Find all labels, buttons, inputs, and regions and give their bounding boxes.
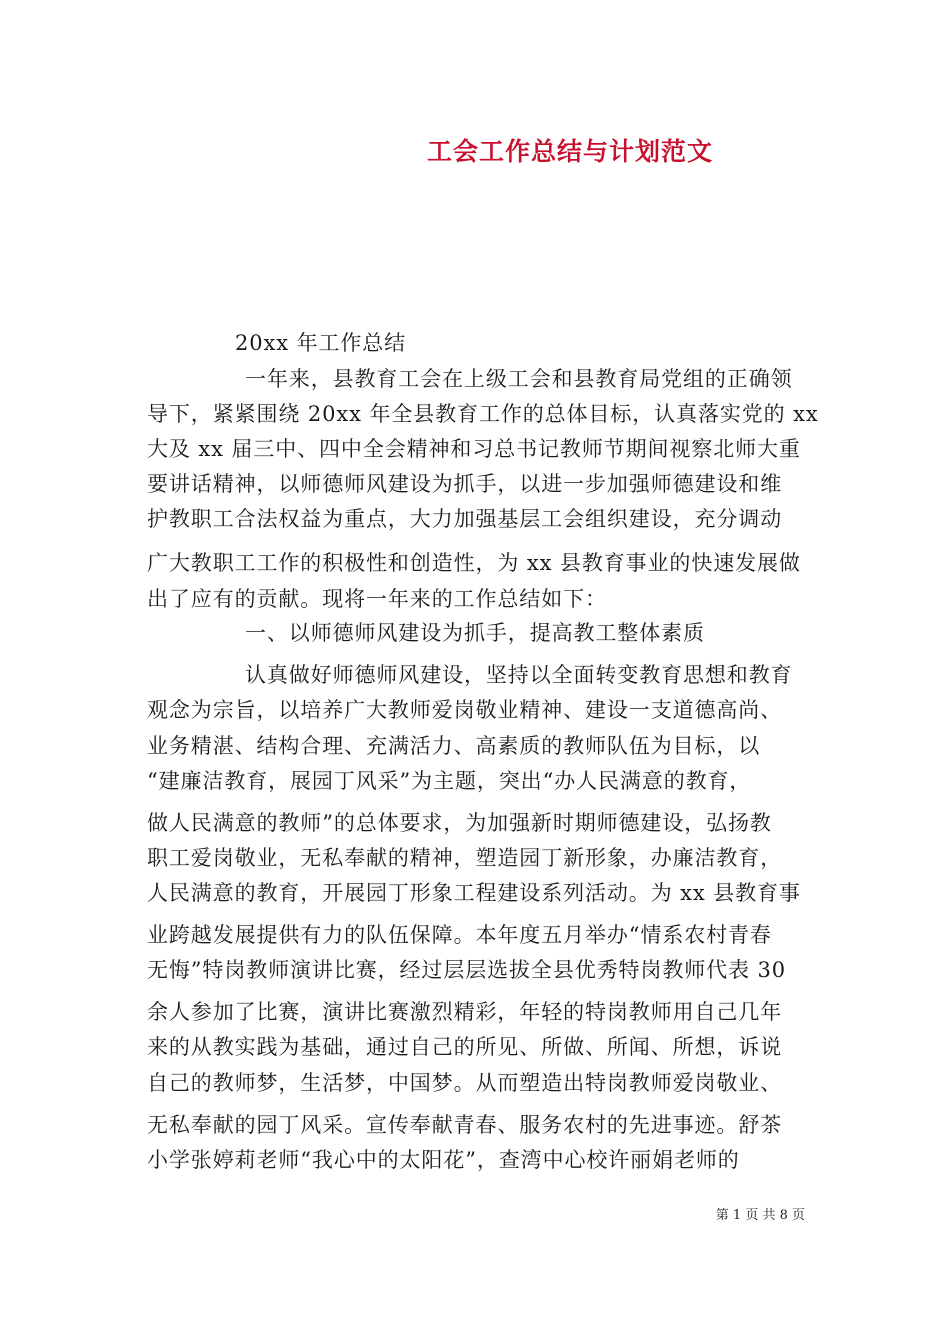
paragraph-line: 无私奉献的园丁风采。宣传奉献青春、服务农村的先进事迹。舒茶	[147, 1113, 783, 1137]
section-heading: 一、以师德师风建设为抓手，提高教工整体素质	[245, 621, 705, 645]
document-title: 工会工作总结与计划范文	[426, 137, 713, 166]
paragraph-line: 观念为宗旨，以培养广大教师爱岗敬业精神、建设一支道德高尚、	[147, 698, 783, 722]
paragraph-line: 自己的教师梦，生活梦，中国梦。从而塑造出特岗教师爱岗敬业、	[147, 1071, 783, 1095]
paragraph-line: 人民满意的教育，开展园丁形象工程建设系列活动。为 xx 县教育事	[147, 881, 801, 905]
paragraph-line: 无悔”特岗教师演讲比赛，经过层层选拔全县优秀特岗教师代表 30	[147, 958, 787, 982]
paragraph-line: 余人参加了比赛，演讲比赛激烈精彩，年轻的特岗教师用自己几年	[147, 1000, 783, 1024]
section-subheading: 20xx 年工作总结	[235, 331, 407, 355]
page-number-footer: 第 1 页 共 8 页	[715, 1208, 805, 1223]
paragraph-line: 认真做好师德师风建设，坚持以全面转变教育思想和教育	[245, 663, 793, 687]
paragraph-line: 导下，紧紧围绕 20xx 年全县教育工作的总体目标，认真落实党的 xx	[147, 402, 819, 426]
paragraph-line: 一年来，县教育工会在上级工会和县教育局党组的正确领	[245, 367, 793, 391]
paragraph-line: 小学张婷莉老师“我心中的太阳花”，查湾中心校许丽娟老师的	[147, 1148, 740, 1172]
paragraph-line: 职工爱岗敬业，无私奉献的精神，塑造园丁新形象，办廉洁教育，	[147, 846, 783, 870]
paragraph-line: 做人民满意的教师”的总体要求，为加强新时期师德建设，弘扬教	[147, 811, 772, 835]
paragraph-line: 广大教职工工作的积极性和创造性，为 xx 县教育事业的快速发展做	[147, 551, 801, 575]
paragraph-line: 业跨越发展提供有力的队伍保障。本年度五月举办“情系农村青春	[147, 923, 772, 947]
paragraph-line: 大及 xx 届三中、四中全会精神和习总书记教师节期间视察北师大重	[147, 437, 801, 461]
paragraph-line: 出了应有的贡献。现将一年来的工作总结如下：	[147, 587, 607, 611]
paragraph-line: 护教职工合法权益为重点，大力加强基层工会组织建设，充分调动	[147, 507, 783, 531]
paragraph-line: “建廉洁教育，展园丁风采”为主题，突出“办人民满意的教育，	[147, 769, 752, 793]
paragraph-line: 来的从教实践为基础，通过自己的所见、所做、所闻、所想，诉说	[147, 1035, 783, 1059]
paragraph-line: 要讲话精神，以师德师风建设为抓手，以进一步加强师德建设和维	[147, 472, 783, 496]
paragraph-line: 业务精湛、结构合理、充满活力、高素质的教师队伍为目标，以	[147, 734, 761, 758]
